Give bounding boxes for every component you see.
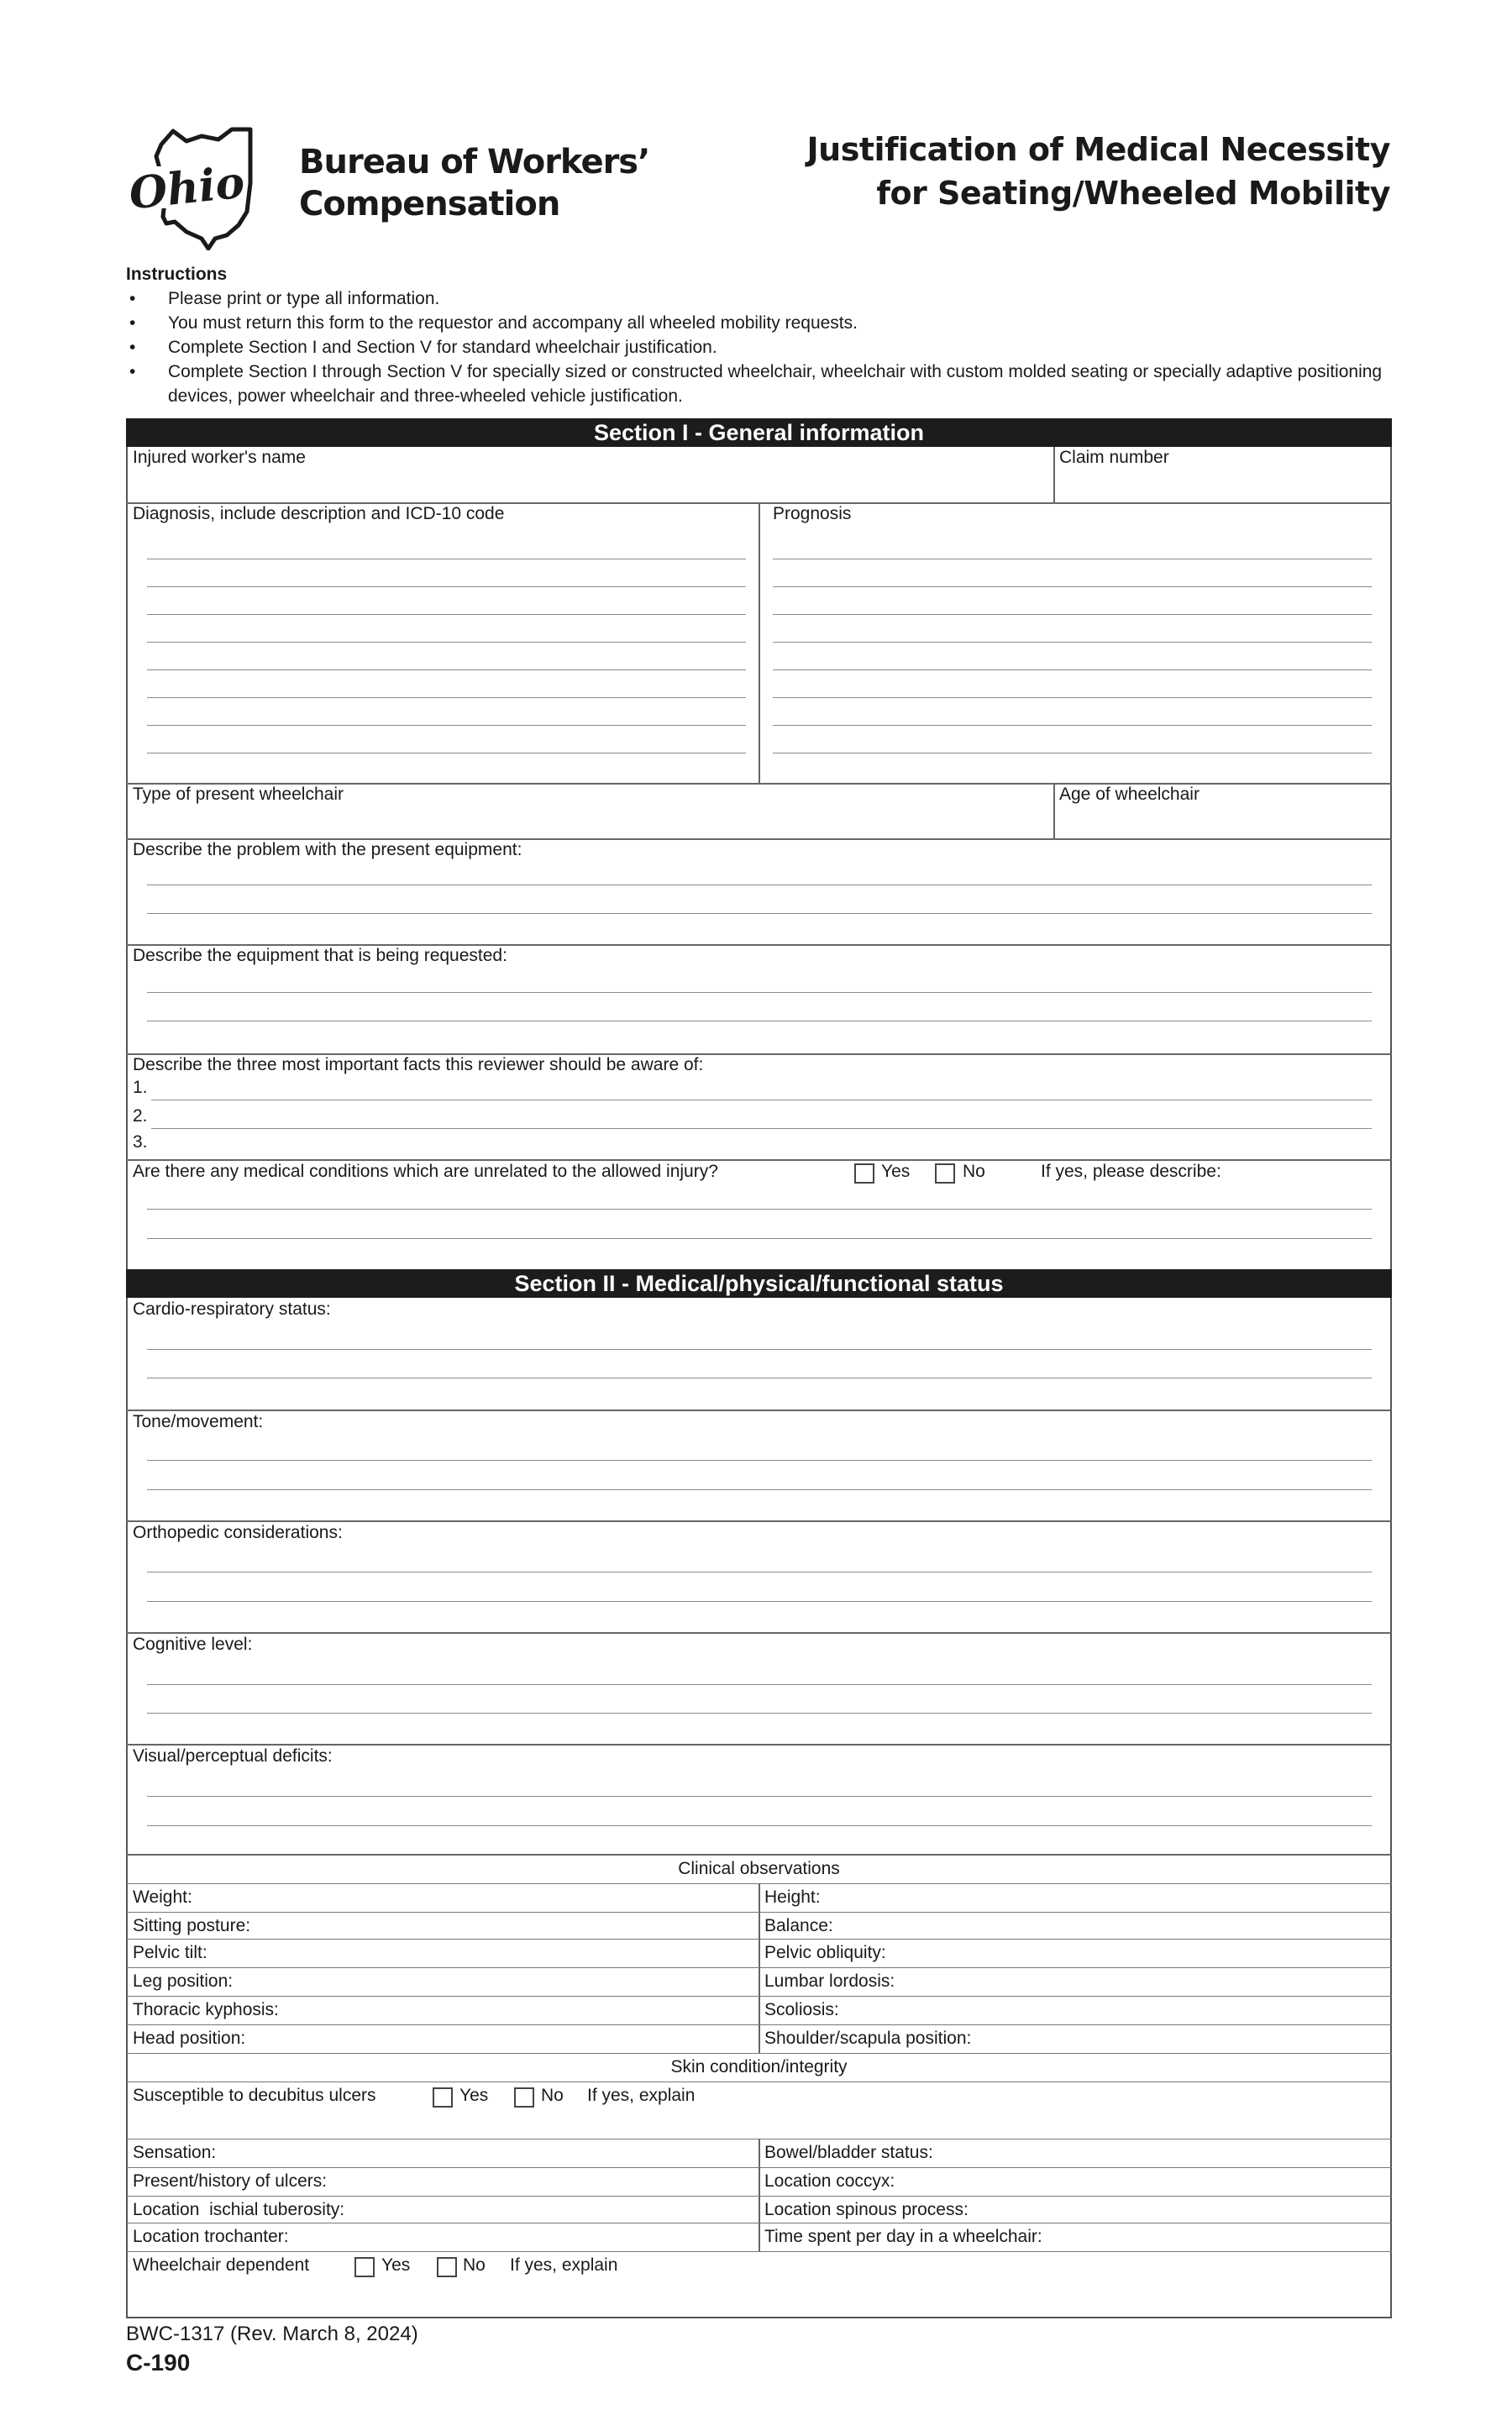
divider [759, 502, 760, 783]
decubitus-yes-label: Yes [459, 2086, 489, 2105]
divider [126, 1967, 1392, 1968]
injured-worker-name-label: Injured worker's name [133, 448, 306, 467]
fact-3-label: 3. [133, 1132, 148, 1152]
leg-position-label: Leg position: [133, 1971, 234, 1991]
orthopedic-label: Orthopedic considerations: [133, 1523, 343, 1542]
equipment-requested-label: Describe the equipment that is being requested: [133, 946, 507, 965]
instructions-list [126, 286, 1403, 408]
clinical-observations-heading: Clinical observations [678, 1859, 840, 1878]
divider [126, 1939, 1392, 1940]
form-number: C-190 [126, 2349, 191, 2376]
wheelchair-dependent-label: Wheelchair dependent [133, 2255, 310, 2275]
write-line [773, 642, 1372, 643]
decubitus-no-checkbox[interactable] [514, 2087, 534, 2108]
orthopedic-field[interactable] [128, 1546, 1390, 1630]
wheelchair-dependent-explain-field[interactable] [655, 2253, 1390, 2315]
fact-1-field[interactable] [151, 1077, 1372, 1099]
write-line [151, 1128, 1372, 1129]
thoracic-kyphosis-label: Thoracic kyphosis: [133, 2000, 279, 2019]
section-1-header: Section I - General information [126, 418, 1392, 447]
fact-2-field[interactable] [151, 1105, 1372, 1127]
sitting-posture-label: Sitting posture: [133, 1916, 251, 1935]
prognosis-field[interactable] [763, 528, 1390, 781]
write-line [147, 1238, 1372, 1239]
tone-movement-label: Tone/movement: [133, 1412, 264, 1431]
wheelchair-age-field[interactable] [1057, 806, 1390, 837]
instruction-item: • Complete Section I through Section V for specially sized or constructed wheelchair, wheelchair with custom molded seating or specially adaptive positioning devices, power wheelchair and three-wheeled vehicle justification. [126, 360, 1403, 408]
divider [126, 2251, 1392, 2252]
equipment-requested-field[interactable] [128, 968, 1390, 1052]
scoliosis-label: Scoliosis: [764, 2000, 839, 2019]
instruction-item: • You must return this form to the requestor and accompany all wheeled mobility requests. [126, 311, 1403, 335]
write-line [147, 1460, 1372, 1461]
write-line [147, 1713, 1372, 1714]
write-line [773, 725, 1372, 726]
wheelchair-dependent-no-checkbox[interactable] [437, 2257, 457, 2277]
divider [126, 2053, 1392, 2054]
instructions [126, 262, 1403, 408]
write-line [147, 586, 746, 587]
pelvic-obliquity-label: Pelvic obliquity: [764, 1943, 886, 1962]
write-line [147, 1489, 1372, 1490]
cardio-respiratory-field[interactable] [128, 1322, 1390, 1406]
injured-worker-name-field[interactable] [128, 449, 1052, 501]
fact-1-label: 1. [133, 1078, 148, 1097]
write-line [147, 992, 1372, 993]
balance-label: Balance: [764, 1916, 833, 1935]
divider [126, 1410, 1392, 1411]
divider [126, 2167, 1392, 2168]
shoulder-scapula-label: Shoulder/scapula position: [764, 2029, 972, 2048]
present-wheelchair-type-field[interactable] [128, 806, 1052, 837]
cardio-respiratory-label: Cardio-respiratory status: [133, 1299, 331, 1319]
write-line [147, 1825, 1372, 1826]
divider [126, 1854, 1392, 1856]
unrelated-conditions-field[interactable] [128, 1186, 1390, 1267]
wheelchair-age-label: Age of wheelchair [1059, 785, 1200, 804]
divider [126, 1996, 1392, 1997]
divider [126, 1632, 1392, 1634]
write-line [147, 1209, 1372, 1210]
write-line [147, 642, 746, 643]
write-line [147, 725, 746, 726]
instruction-item: • Please print or type all information. [126, 286, 1403, 311]
instruction-item: • Complete Section I and Section V for standard wheelchair justification. [126, 335, 1403, 360]
write-line [773, 586, 1372, 587]
write-line [147, 614, 746, 615]
unrelated-conditions-yes-checkbox[interactable] [854, 1163, 874, 1184]
location-coccyx-label: Location coccyx: [764, 2171, 895, 2191]
weight-label: Weight: [133, 1887, 192, 1907]
unrelated-conditions-yes-label: Yes [881, 1162, 911, 1181]
head-position-label: Head position: [133, 2029, 246, 2048]
divider [759, 1883, 760, 2053]
decubitus-explain-field[interactable] [731, 2083, 1390, 2137]
fact-3-field[interactable] [151, 1131, 1372, 1153]
pelvic-tilt-label: Pelvic tilt: [133, 1943, 207, 1962]
form-revision: BWC-1317 (Rev. March 8, 2024) [126, 2323, 418, 2345]
form-title-line1: Justification of Medical Necessity [806, 131, 1390, 168]
time-in-wheelchair-label: Time spent per day in a wheelchair: [764, 2227, 1042, 2246]
wheelchair-dependent-yes-label: Yes [381, 2255, 411, 2275]
instructions-heading: Instructions [126, 265, 228, 284]
write-line [147, 1601, 1372, 1602]
ohio-logo-text: Ohio [126, 156, 247, 220]
divider [1053, 783, 1055, 838]
present-wheelchair-type-label: Type of present wheelchair [133, 785, 344, 804]
write-line [147, 1349, 1372, 1350]
write-line [773, 614, 1372, 615]
org-name-line1: Bureau of Workers’ [299, 143, 650, 181]
write-line [147, 669, 746, 670]
present-equipment-problem-label: Describe the problem with the present equipment: [133, 840, 522, 859]
visual-perceptual-label: Visual/perceptual deficits: [133, 1746, 333, 1766]
visual-perceptual-field[interactable] [128, 1769, 1390, 1850]
claim-number-field[interactable] [1057, 449, 1390, 501]
divider [759, 2139, 760, 2251]
claim-number-label: Claim number [1059, 448, 1169, 467]
decubitus-ulcers-label: Susceptible to decubitus ulcers [133, 2086, 376, 2105]
divider [1053, 447, 1055, 502]
write-line [147, 913, 1372, 914]
location-trochanter-label: Location trochanter: [133, 2227, 289, 2246]
divider [126, 2024, 1392, 2025]
write-line [147, 1684, 1372, 1685]
ulcers-history-label: Present/history of ulcers: [133, 2171, 328, 2191]
section-2-header: Section II - Medical/physical/functional status [126, 1269, 1392, 1298]
tone-movement-field[interactable] [128, 1435, 1390, 1519]
decubitus-explain-label: If yes, explain [587, 2086, 696, 2105]
height-label: Height: [764, 1887, 821, 1907]
divider [126, 2196, 1392, 2197]
present-equipment-problem-field[interactable] [128, 862, 1390, 942]
organization-name [299, 141, 649, 225]
diagnosis-label: Diagnosis, include description and ICD-10 code [133, 504, 505, 523]
form-title-line2: for Seating/Wheeled Mobility [876, 175, 1390, 212]
sensation-label: Sensation: [133, 2143, 217, 2162]
location-spinous-label: Location spinous process: [764, 2200, 969, 2219]
divider [126, 1912, 1392, 1913]
write-line [147, 697, 746, 698]
lumbar-lordosis-label: Lumbar lordosis: [764, 1971, 895, 1991]
decubitus-yes-checkbox[interactable] [433, 2087, 453, 2108]
write-line [147, 1796, 1372, 1797]
bowel-bladder-label: Bowel/bladder status: [764, 2143, 933, 2162]
org-name-line2: Compensation [299, 185, 560, 223]
form-title [807, 128, 1390, 215]
wheelchair-dependent-no-label: No [463, 2255, 486, 2275]
wheelchair-dependent-explain-label: If yes, explain [510, 2255, 618, 2275]
unrelated-conditions-label: Are there any medical conditions which are unrelated to the allowed injury? [133, 1162, 718, 1181]
decubitus-no-label: No [541, 2086, 564, 2105]
cognitive-level-label: Cognitive level: [133, 1635, 253, 1654]
unrelated-conditions-no-label: No [963, 1162, 985, 1181]
unrelated-conditions-describe-label: If yes, please describe: [1041, 1162, 1221, 1181]
write-line [773, 697, 1372, 698]
prognosis-label: Prognosis [773, 504, 852, 523]
location-ischial-label: Location ischial tuberosity: [133, 2200, 345, 2219]
skin-condition-heading: Skin condition/integrity [670, 2057, 848, 2076]
write-line [773, 669, 1372, 670]
wheelchair-dependent-yes-checkbox[interactable] [354, 2257, 375, 2277]
diagnosis-field[interactable] [128, 528, 756, 781]
ohio-state-logo [124, 124, 276, 250]
unrelated-conditions-no-checkbox[interactable] [935, 1163, 955, 1184]
cognitive-level-field[interactable] [128, 1657, 1390, 1741]
three-facts-label: Describe the three most important facts this reviewer should be aware of: [133, 1055, 704, 1074]
fact-2-label: 2. [133, 1106, 148, 1126]
